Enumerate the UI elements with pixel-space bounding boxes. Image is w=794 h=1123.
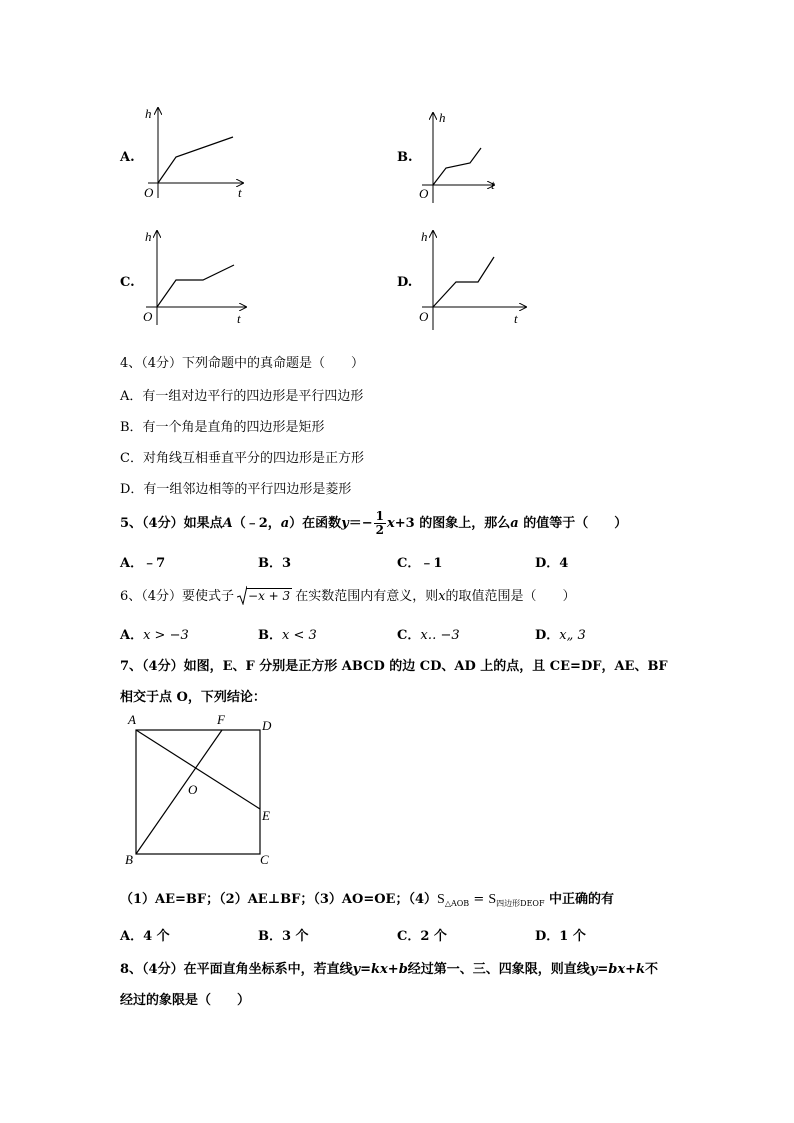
q7-option-c: C．2 个 xyxy=(397,929,447,944)
q8-stem-line2: 经过的象限是（ ） xyxy=(120,993,251,1008)
graph-c xyxy=(138,225,248,325)
q8-stem-line1: 8、（4分）在平面直角坐标系中，若直线y=kx+b经过第一、三、四象限，则直线y=bx+k不 xyxy=(120,962,658,977)
q7-stem-line1: 7、（4分）如图，E、F 分别是正方形 ABCD 的边 CD、AD 上的点，且 CE=DF，AE、BF xyxy=(120,659,668,674)
h-axis-label: h xyxy=(145,106,152,121)
label-o: O xyxy=(188,782,198,797)
q5-option-b: B．3 xyxy=(258,556,292,571)
graph-b xyxy=(414,108,504,208)
q7-option-b: B．3 个 xyxy=(258,929,309,944)
origin-label: O xyxy=(143,309,153,324)
h-axis-label: h xyxy=(421,229,428,244)
option-d-label: D. xyxy=(397,275,413,290)
origin-label: O xyxy=(419,309,429,324)
q4-option-c: C．对角线互相垂直平分的四边形是正方形 xyxy=(120,451,364,466)
option-b-label: B. xyxy=(397,150,413,165)
q5-stem: 5、（4分）如果点A（﹣2，a）在函数y＝− $\frac{1}{2}$ x+3 的图象上，那么a 的值等于（ ） xyxy=(120,509,628,537)
q6-option-d: D．x„ 3 xyxy=(535,628,586,643)
q6-option-c: C．x‥ −3 xyxy=(397,628,460,643)
label-b: B xyxy=(125,852,133,867)
label-c: C xyxy=(260,852,269,867)
origin-label: O xyxy=(144,185,154,200)
q5-option-c: C．﹣1 xyxy=(397,556,443,571)
t-axis-label: t xyxy=(238,185,242,200)
q6-option-a: A．x > −3 xyxy=(120,628,189,643)
q5-option-d: D．4 xyxy=(535,556,569,571)
label-a: A xyxy=(128,712,136,727)
t-axis-label: t xyxy=(237,311,241,325)
q5-option-a: A．﹣7 xyxy=(120,556,166,571)
fraction: $\frac{1}{2}$ xyxy=(375,509,385,537)
q7-conclusions: （1）AE=BF；（2）AE⊥BF；（3）AO=OE；$(4)S_{\triangle AOB} = S_{四边形DEOF}$ 中正确的有 xyxy=(120,892,615,908)
h-axis-label: h xyxy=(439,110,446,125)
option-a-label: A. xyxy=(120,150,135,165)
q4-option-a: A．有一组对边平行的四边形是平行四边形 xyxy=(120,389,364,404)
q4-stem: 4、（4分）下列命题中的真命题是（ ） xyxy=(120,356,365,371)
q4-option-d: D．有一组邻边相等的平行四边形是菱形 xyxy=(120,482,352,497)
q7-option-d: D．1 个 xyxy=(535,929,586,944)
option-c-label: C. xyxy=(120,275,135,290)
radical: −x + 3 xyxy=(237,586,292,607)
label-f: F xyxy=(217,712,225,727)
graph-a xyxy=(138,100,248,200)
q7-stem-line2: 相交于点 O，下列结论： xyxy=(120,690,266,705)
graph-d xyxy=(414,225,529,330)
t-axis-label: t xyxy=(491,177,495,192)
t-axis-label: t xyxy=(514,311,518,326)
q6-option-b: B．x < 3 xyxy=(258,628,317,643)
h-axis-label: h xyxy=(145,229,152,244)
label-e: E xyxy=(262,808,270,823)
q6-stem: 6、（4分）要使式子 −x + 3 在实数范围内有意义，则x的取值范围是（ ） xyxy=(120,586,576,607)
q7-option-a: A．4 个 xyxy=(120,929,170,944)
square-figure xyxy=(122,710,282,872)
origin-label: O xyxy=(419,186,429,201)
q4-option-b: B．有一个角是直角的四边形是矩形 xyxy=(120,420,325,435)
label-d: D xyxy=(262,718,272,733)
